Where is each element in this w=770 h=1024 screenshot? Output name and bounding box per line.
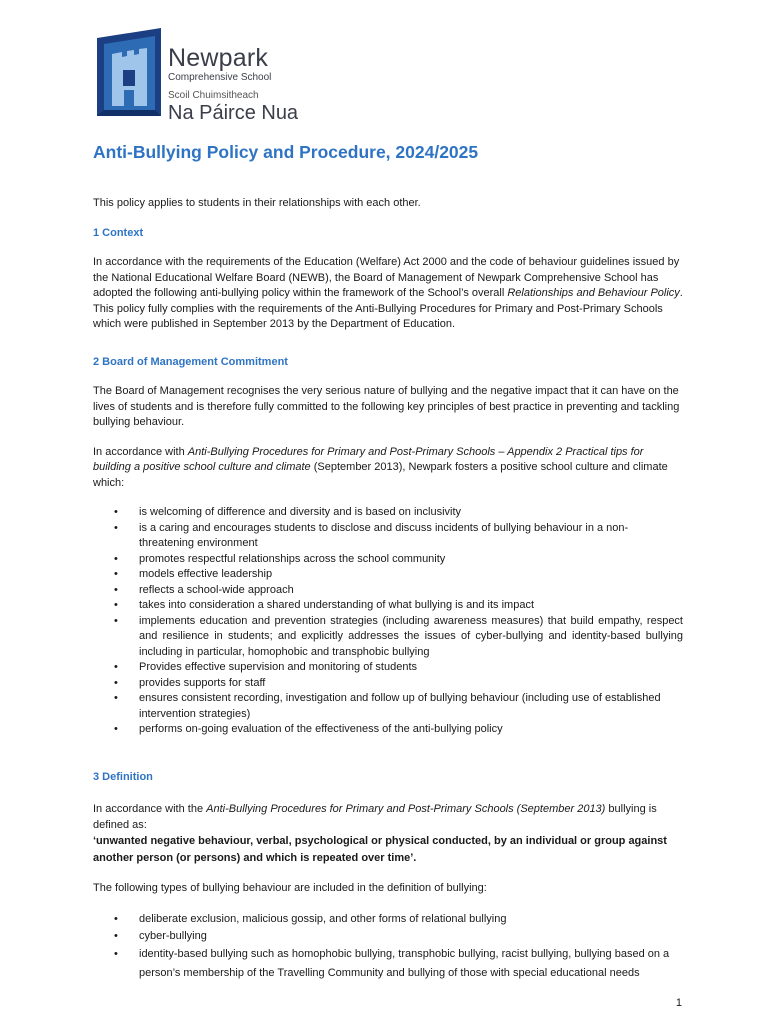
section-heading-context: 1 Context: [93, 226, 144, 239]
list-item: • promotes respectful relationships across the school community: [139, 552, 683, 568]
section-heading-board: 2 Board of Management Commitment: [93, 355, 288, 368]
list-item: • is welcoming of difference and diversity and is based on inclusivity: [139, 505, 683, 521]
page-number: 1: [675, 997, 682, 1009]
list-item: • takes into consideration a shared understanding of what bullying is and its impact: [139, 598, 683, 614]
castle-tower-logo-icon: [94, 26, 164, 118]
bullying-types-list: [93, 911, 683, 983]
list-item: • provides supports for staff: [139, 676, 683, 692]
bullying-definition-quote: ‘unwanted negative behaviour, verbal, psychological or physical conducted, by an individual or group against another person (or persons) and which is repeated over time’.: [93, 835, 667, 864]
definition-paragraph: In accordance with the Anti-Bullying Procedures for Primary and Post-Primary Schools (September 2013) bullying is defined as:: [93, 803, 657, 831]
list-item: • ensures consistent recording, investigation and follow up of bullying behaviour (including use of established intervention strategies): [139, 691, 683, 722]
policy-name: Relationships and Behaviour Policy: [507, 287, 680, 299]
list-item: • deliberate exclusion, malicious gossip, and other forms of relational bullying: [139, 911, 683, 928]
logo-irish-subtitle: Scoil Chuimsitheach: [168, 90, 259, 101]
list-item: • cyber-bullying: [139, 928, 683, 945]
list-item: • performs on-going evaluation of the effectiveness of the anti-bullying policy: [139, 722, 683, 738]
logo-irish-name: Na Páirce Nua: [168, 102, 299, 124]
list-item: • models effective leadership: [139, 567, 683, 583]
intro-text: This policy applies to students in their relationships with each other.: [93, 197, 421, 209]
list-item: • identity-based bullying such as homophobic bullying, transphobic bullying, racist bullying, bullying based on a person’s membership of the Travelling Community and bullying of those with special educational needs: [139, 945, 683, 983]
list-item: • Provides effective supervision and monitoring of students: [139, 660, 683, 676]
list-item: • reflects a school-wide approach: [139, 583, 683, 599]
list-item: • is a caring and encourages students to disclose and discuss incidents of bullying behaviour in a non-threatening environment: [139, 521, 683, 552]
context-paragraph: In accordance with the requirements of the Education (Welfare) Act 2000 and the code of behaviour guidelines issued by the National Educational Welfare Board (NEWB), the Board of Management of Newpark Comprehensive School has adopted the following anti-bullying policy within the framework of the School’s overall Relationships and Behaviour Policy. This policy fully complies with the requirements of the Anti-Bullying Procedures for Primary and Post-Primary Schools which were published in September 2013 by the Department of Education.: [93, 256, 683, 330]
board-paragraph-1: The Board of Management recognises the very serious nature of bullying and the negative impact that it can have on the lives of students and is therefore fully committed to the following key principles of best practice in preventing and tackling bullying behaviour.: [93, 385, 680, 428]
list-item: • implements education and prevention strategies (including awareness measures) that build empathy, respect and resilience in students; and explicitly addresses the issues of cyber-bullying and identity-based bullying including in particular, homophobic and transphobic bullying: [139, 614, 683, 661]
school-logo: [94, 26, 314, 124]
section-heading-definition: 3 Definition: [93, 770, 153, 783]
bullying-types-intro: The following types of bullying behaviour are included in the definition of bullying:: [93, 882, 487, 894]
logo-subtitle: Comprehensive School: [168, 72, 272, 83]
procedures-reference: Anti-Bullying Procedures for Primary and Post-Primary Schools – Appendix 2 Practical tips for building a positive school culture and climate: [93, 445, 644, 473]
logo-name: Newpark: [168, 44, 269, 72]
principles-list: [93, 505, 683, 738]
document-body: [93, 196, 683, 983]
board-paragraph-2: In accordance with Anti-Bullying Procedures for Primary and Post-Primary Schools – Appendix 2 Practical tips for building a positive school culture and climate (September 2013), Newpark fosters a positive school culture and climate which:: [93, 445, 668, 489]
procedures-reference: Anti-Bullying Procedures for Primary and Post-Primary Schools (September 2013): [206, 803, 606, 815]
document-title: Anti-Bullying Policy and Procedure, 2024/2025: [93, 142, 479, 162]
